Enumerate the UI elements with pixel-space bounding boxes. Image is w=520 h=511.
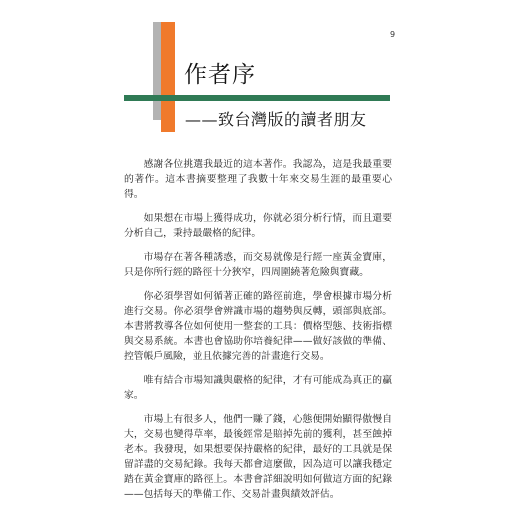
page-number: 9: [390, 30, 396, 39]
decorative-green-rule: [124, 95, 390, 101]
body-text: [124, 157, 392, 511]
page-subtitle: ——致台灣版的讀者朋友: [185, 110, 367, 129]
paragraph-1: 感謝各位挑選我最近的這本著作。我認為，這是我最重要的著作。這本書摘要整理了我數十年來交易生涯的最重要心得。: [124, 159, 392, 200]
paragraph-5: 唯有結合市場知識與嚴格的紀律，才有可能成為真正的贏家。: [124, 375, 392, 401]
paragraph-4: 你必須學習如何循著正確的路徑前進，學會根據市場分析進行交易。你必須學會辨識市場的趨勢與反轉，頭部與底部。本書將教導各位如何使用一整套的工具：價格型態、技術指標與交易系統。本書也會協助你培養紀律——做好該做的準備、控管帳戶風險，並且依據完善的計畫進行交易。: [124, 291, 392, 362]
page-title: 作者序: [184, 62, 256, 88]
decorative-gray-bar: [153, 22, 161, 120]
paragraph-3: 市場存在著各種誘惑，而交易就像是行經一座黃金寶庫，只是你所行經的路徑十分狹窄，四周圍繞著危險與寶藏。: [124, 252, 392, 278]
paragraph-2: 如果想在市場上獲得成功，你就必須分析行情，而且還要分析自己，秉持最嚴格的紀律。: [124, 213, 392, 239]
paragraph-6: 市場上有很多人，他們一賺了錢，心態便開始顯得傲慢自大，交易也變得草率，最後經常是賠掉先前的獲利，甚至蝕掉老本。我發現，如果想要保持嚴格的紀律，最好的工具就是保留詳盡的交易紀錄。我每天都會這麼做，因為這可以讓我穩定踏在黃金寶庫的路徑上。本書會詳細說明如何做這方面的紀錄——包括每天的準備工作、交易計畫與績效評估。: [124, 414, 392, 500]
decorative-orange-bar: [161, 22, 175, 132]
